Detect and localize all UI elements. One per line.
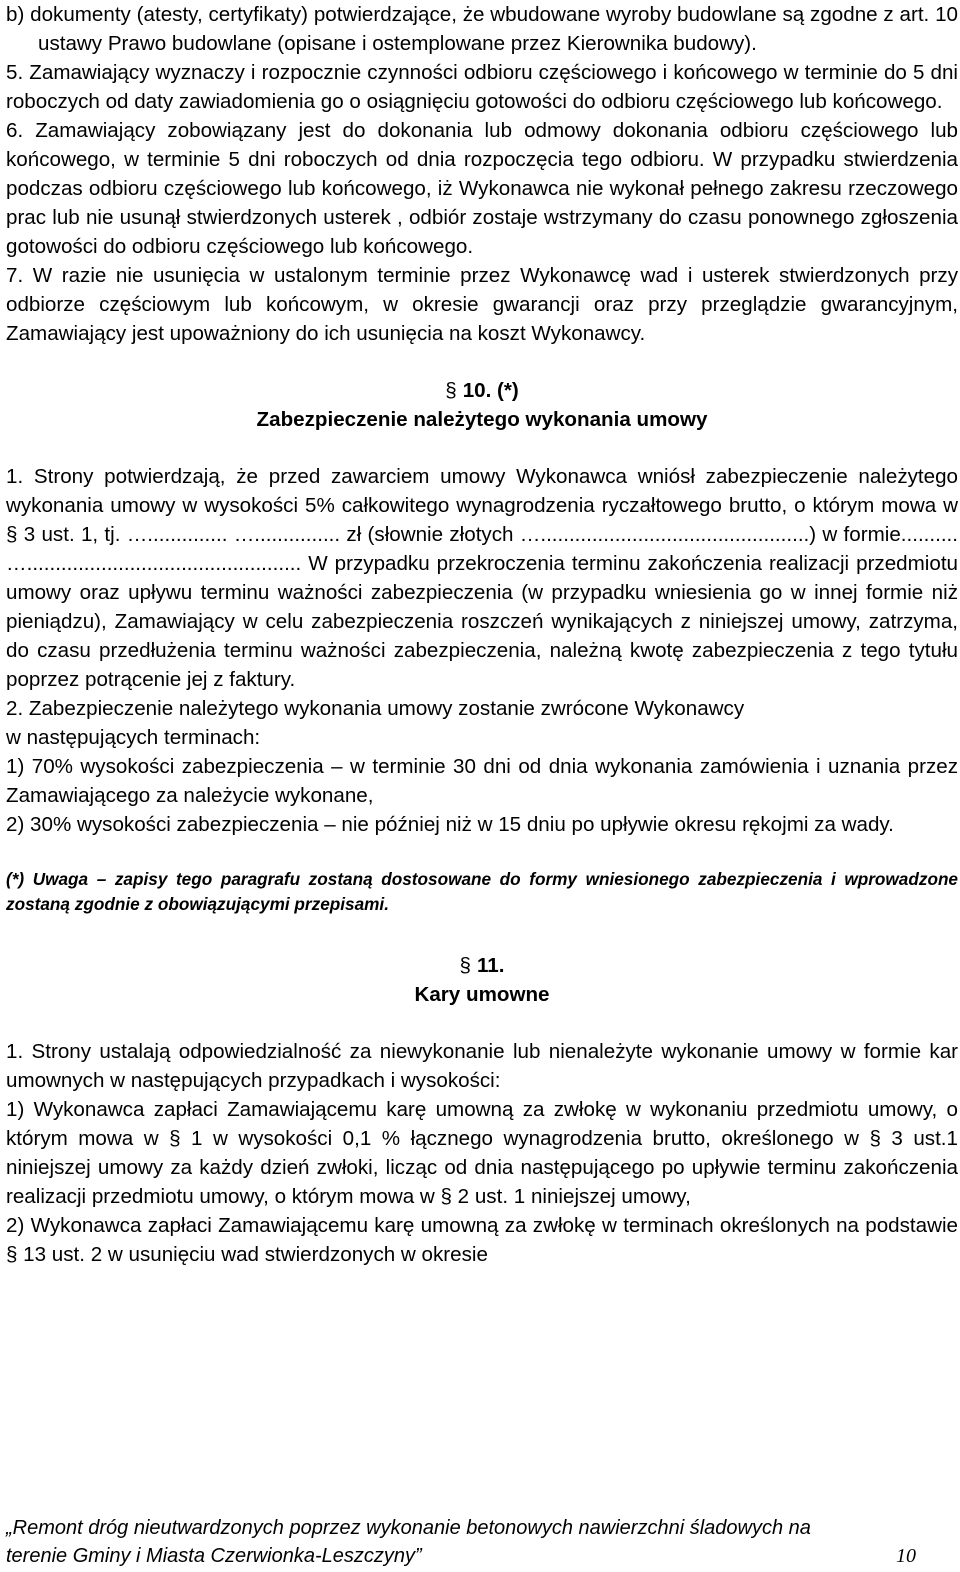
section-11-paragraph-1: 1. Strony ustalają odpowiedzialność za niewykonanie lub nienależyte wykonanie umowy w formie kar umownych w następujących przypadkach i wysokości: bbox=[6, 1040, 958, 1092]
section-10-paragraph-1: 1. Strony potwierdzają, że przed zawarciem umowy Wykonawca wniósł zabezpieczenie należytego wykonania umowy w wysokości 5% całkowitego wynagrodzenia ryczałtowego brutto, o którym mowa w § 3 ust. 1, tj. ….............. …............... zł (słownie złotych …...............................................) w formie.......... …................................................ W przypadku przekroczenia terminu zakończenia realizacji przedmiotu umowy oraz upływu terminu ważności zabezpieczenia (w przypadku wniesienia go w innej formie niż pieniądzu), Zamawiający w celu zabezpieczenia roszczeń wynikających z niniejszej umowy, zatrzyma, do czasu przedłużenia terminu ważności zabezpieczenia, należną kwotę zabezpieczenia z tego tytułu poprzez potrącenie jej z faktury. bbox=[6, 465, 958, 691]
footer-line-2: terenie Gminy i Miasta Czerwionka-Leszczyny” bbox=[6, 1545, 422, 1567]
section-10-paragraph-2-line-2: w następujących terminach: bbox=[6, 726, 261, 749]
document-page bbox=[6, 0, 958, 1269]
paragraph-item-7: 7. W razie nie usunięcia w ustalonym terminie przez Wykonawcę wad i usterek stwierdzonych przy odbiorze częściowym lub końcowym, w okresie gwarancji oraz przy przeglądzie gwarancyjnym, Zamawiający jest upoważniony do ich usunięcia na koszt Wykonawcy. bbox=[6, 264, 958, 345]
footer-line-1: „Remont dróg nieutwardzonych poprzez wykonanie betonowych nawierzchni śladowych na bbox=[6, 1517, 811, 1539]
section-10-paragraph-2-item-2: 2) 30% wysokości zabezpieczenia – nie później niż w 15 dniu po upływie okresu rękojmi za wady. bbox=[6, 813, 894, 836]
section-symbol: § bbox=[445, 379, 457, 402]
section-11-paragraph-1-item-1: 1) Wykonawca zapłaci Zamawiającemu karę umowną za zwłokę w wykonaniu przedmiotu umowy, o którym mowa w § 1 w wysokości 0,1 % łącznego wynagrodzenia brutto, określonego w § 3 ust.1 niniejszej umowy za każdy dzień zwłoki, licząc od dnia następującego po upływie terminu zakończenia realizacji przedmiotu umowy, o którym mowa w § 2 ust. 1 niniejszej umowy, bbox=[6, 1098, 958, 1208]
section-10-label: 10. (*) bbox=[462, 379, 519, 402]
section-symbol: § bbox=[459, 954, 471, 977]
section-10-title: Zabezpieczenie należytego wykonania umowy bbox=[256, 408, 708, 431]
section-10-paragraph-2-line-1: 2. Zabezpieczenie należytego wykonania umowy zostanie zwrócone Wykonawcy bbox=[6, 697, 745, 720]
spacer bbox=[6, 1009, 958, 1037]
section-11-number bbox=[6, 951, 958, 980]
spacer bbox=[6, 434, 958, 462]
spacer bbox=[6, 917, 958, 949]
page-number: 10 bbox=[896, 1545, 916, 1567]
section-11-title: Kary umowne bbox=[414, 983, 550, 1006]
paragraph-item-b: b) dokumenty (atesty, certyfikaty) potwierdzające, że wbudowane wyroby budowlane są zgodne z art. 10 ustawy Prawo budowlane (opisane i ostemplowane przez Kierownika budowy). bbox=[6, 3, 958, 55]
section-11-label: 11. bbox=[476, 954, 505, 977]
page-footer bbox=[6, 1514, 936, 1570]
section-10-number bbox=[6, 376, 958, 405]
spacer bbox=[6, 839, 958, 867]
paragraph-item-6: 6. Zamawiający zobowiązany jest do dokonania lub odmowy dokonania odbioru częściowego lub końcowego, w terminie 5 dni roboczych od dnia rozpoczęcia tego odbioru. W przypadku stwierdzenia podczas odbioru częściowego lub końcowego, iż Wykonawca nie wykonał pełnego zakresu rzeczowego prac lub nie usunął stwierdzonych usterek , odbiór zostaje wstrzymany do czasu ponownego zgłoszenia gotowości do odbioru częściowego lub końcowego. bbox=[6, 119, 958, 258]
section-11-paragraph-1-item-2: 2) Wykonawca zapłaci Zamawiającemu karę umowną za zwłokę w terminach określonych na podstawie § 13 ust. 2 w usunięciu wad stwierdzonych w okresie bbox=[6, 1214, 958, 1266]
spacer bbox=[6, 348, 958, 374]
section-10-paragraph-2-item-1: 1) 70% wysokości zabezpieczenia – w terminie 30 dni od dnia wykonania zamówienia i uznania przez Zamawiającego za należycie wykonane, bbox=[6, 755, 958, 807]
section-10-note: (*) Uwaga – zapisy tego paragrafu zostaną dostosowane do formy wniesionego zabezpieczenia i wprowadzone zostaną zgodnie z obowiązującymi przepisami. bbox=[6, 869, 958, 914]
paragraph-item-5: 5. Zamawiający wyznaczy i rozpocznie czynności odbioru częściowego i końcowego w terminie do 5 dni roboczych od daty zawiadomienia go o osiągnięciu gotowości do odbioru częściowego lub końcowego. bbox=[6, 61, 958, 113]
